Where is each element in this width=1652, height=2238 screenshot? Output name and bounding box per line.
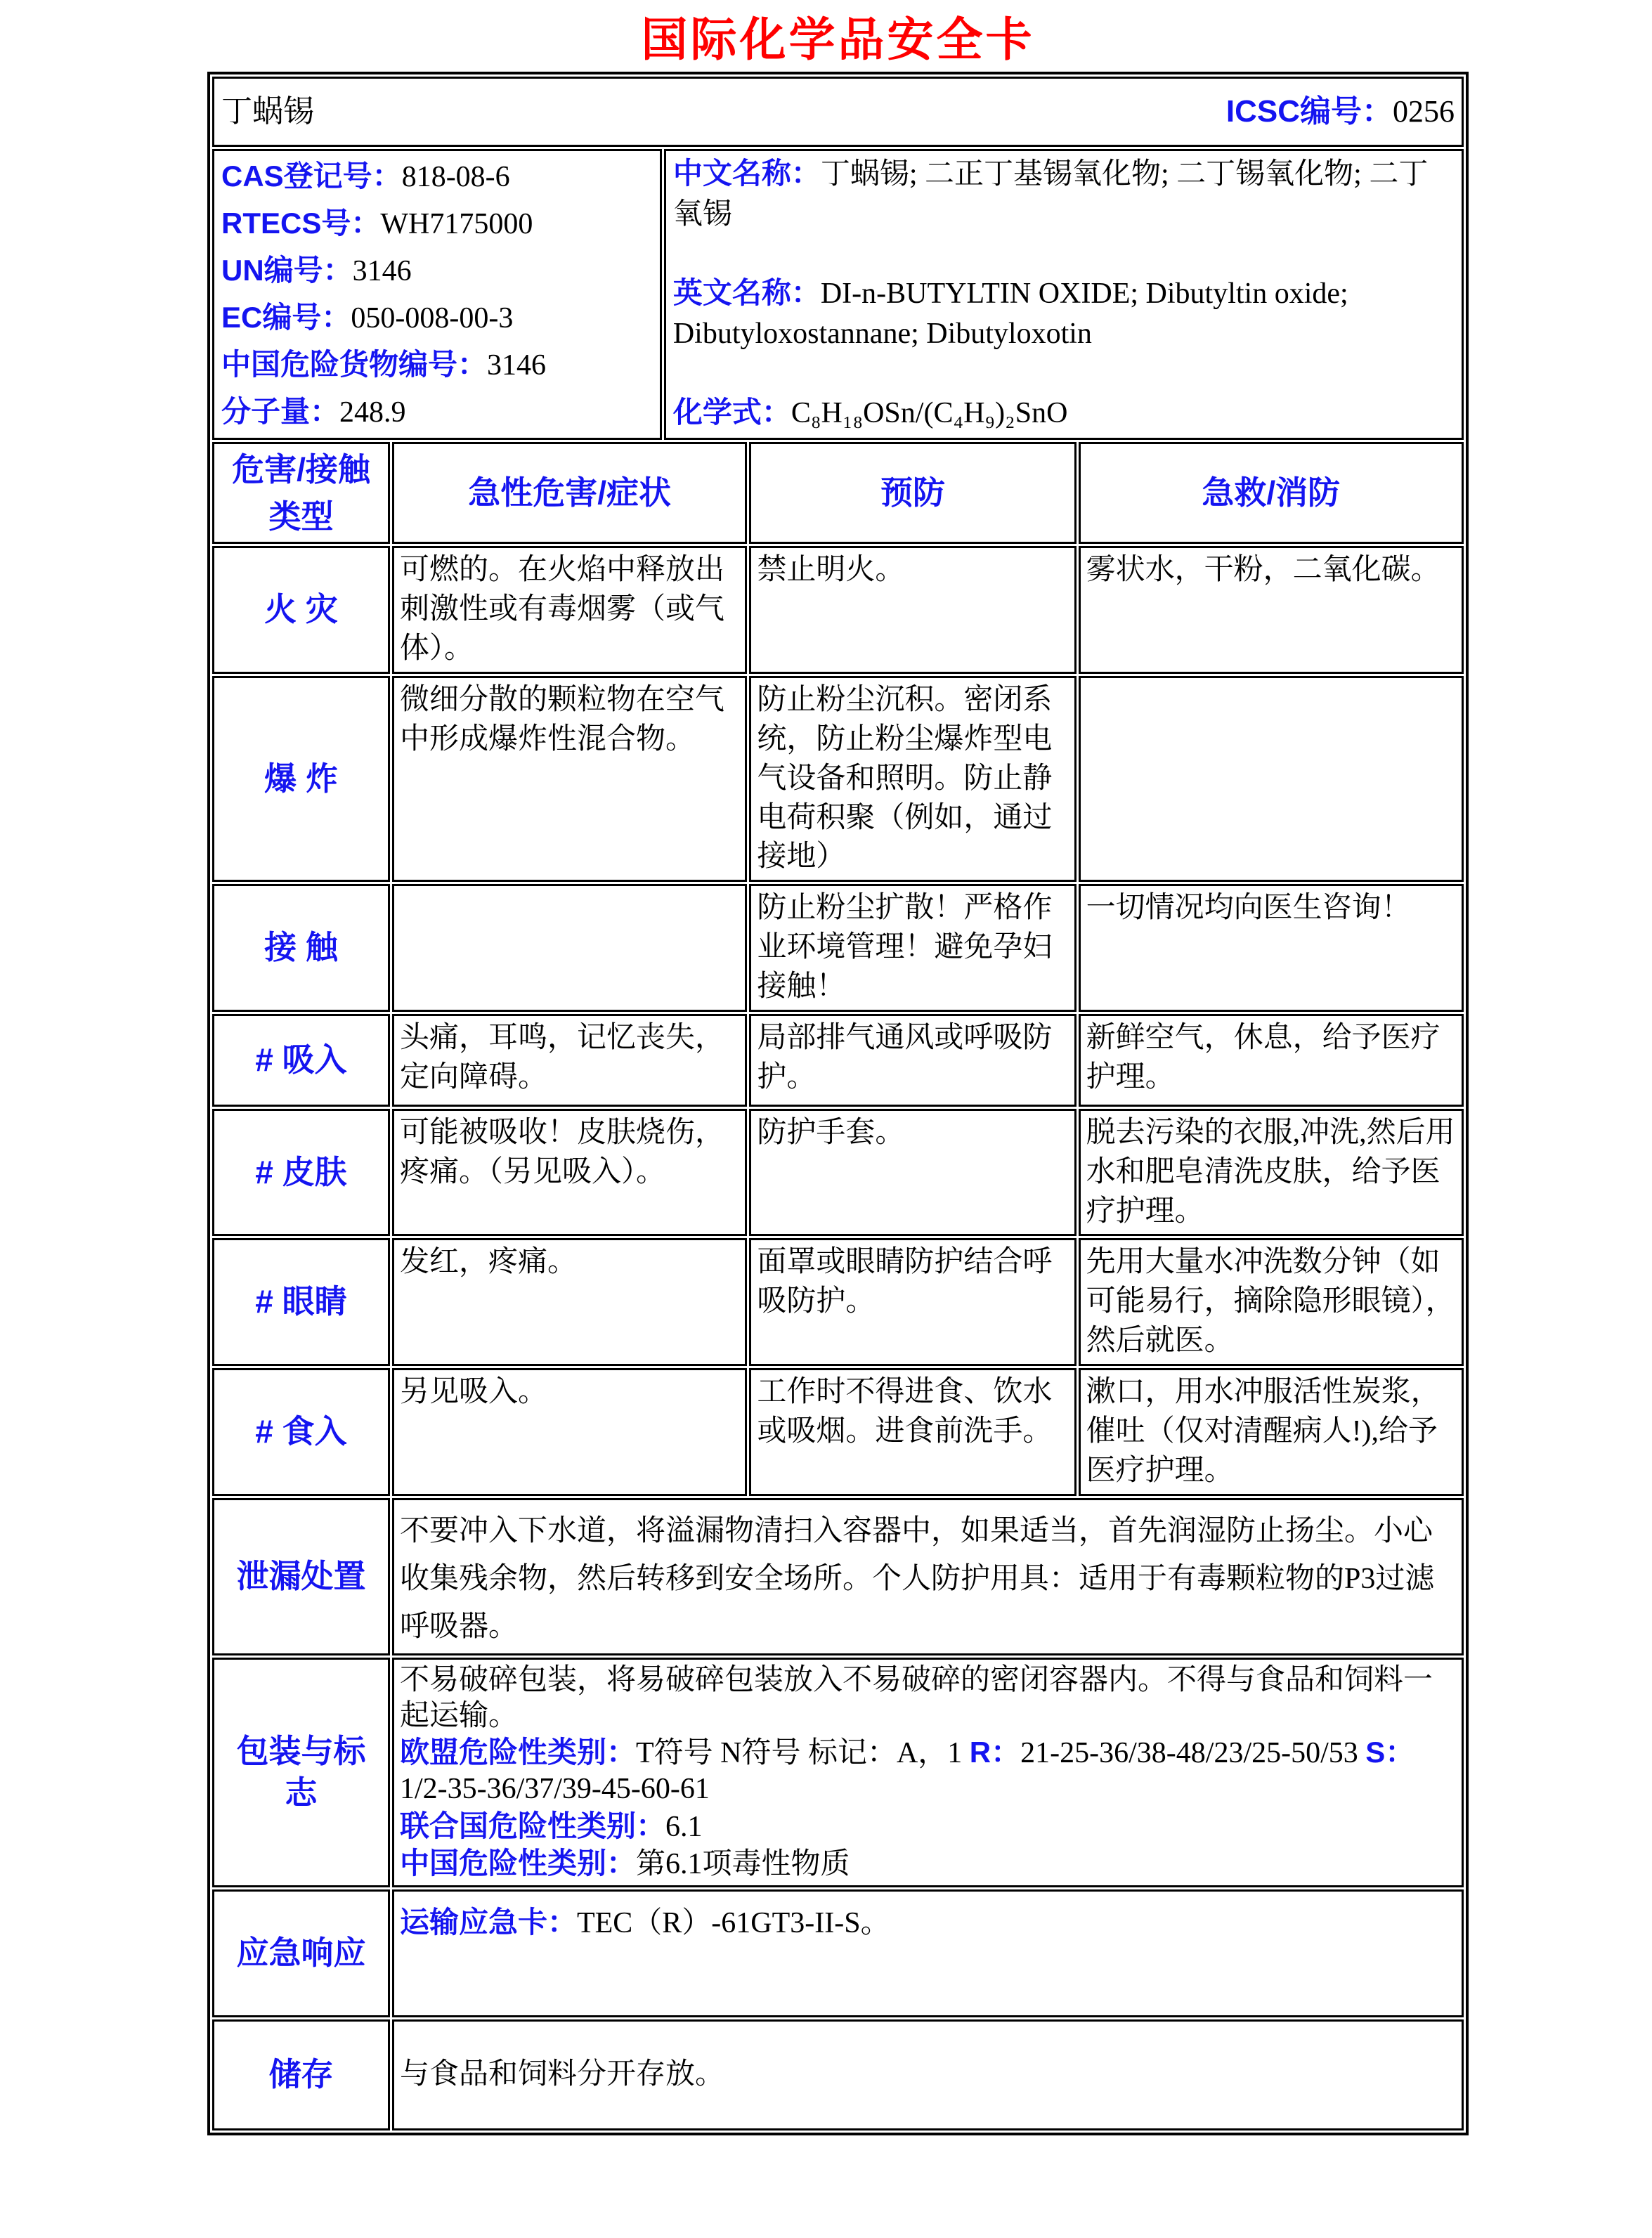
formula-line [673, 392, 1455, 434]
inhalation-symptoms-cell: 头痛，耳鸣，记忆丧失，定向障碍。 [392, 1014, 747, 1107]
inhalation-prevention-cell: 局部排气通风或呼吸防护。 [749, 1014, 1076, 1107]
identifier-line [221, 389, 653, 436]
names-cell [664, 149, 1464, 440]
skin-response-cell: 脱去污染的衣服,冲洗,然后用水和肥皂清洗皮肤，给予医疗护理。 [1079, 1109, 1464, 1237]
english-name-value: DI-n-BUTYLTIN OXIDE; Dibutyltin oxide; Dibutyloxostannane; Dibutyloxotin [672, 278, 1348, 350]
ec-number-label: EC编号： [221, 301, 351, 334]
un-number-value: 3146 [352, 255, 412, 287]
emergency-text-cell [392, 1889, 1464, 2017]
cas-value: 818-08-6 [401, 161, 510, 193]
ingestion-row [212, 1368, 1464, 1496]
identifier-line [221, 153, 653, 200]
eyes-response-cell: 先用大量水冲洗数分钟（如可能易行，摘除隐形眼镜），然后就医。 [1079, 1238, 1464, 1366]
page-title: 国际化学品安全卡 [641, 15, 1035, 66]
skin-row-label: # 皮肤 [212, 1109, 390, 1237]
explosion-row [212, 676, 1464, 882]
fire-row-label: 火 灾 [212, 546, 390, 674]
spillage-row [212, 1498, 1464, 1655]
china-dg-number-value: 3146 [487, 349, 547, 382]
ingestion-prevention-cell: 工作时不得进食、饮水或吸烟。进食前洗手。 [749, 1368, 1076, 1496]
un-hazard-class-value: 6.1 [665, 1810, 703, 1843]
chinese-name-line [673, 153, 1455, 235]
r-phrases-value: 21-25-36/38-48/23/25-50/53 [1020, 1737, 1358, 1770]
storage-row [212, 2019, 1464, 2130]
column-header-symptoms: 急性危害/症状 [392, 442, 747, 544]
explosion-symptoms-cell: 微细分散的颗粒物在空气中形成爆炸性混合物。 [392, 676, 747, 882]
skin-symptoms-cell: 可能被吸收！皮肤烧伤，疼痛。（另见吸入）。 [392, 1109, 747, 1237]
hazard-header-row [212, 442, 1464, 544]
formula-value: C₈H₁₈OSn/(C₄H₉)₂SnO [791, 397, 1068, 429]
spillage-row-label: 泄漏处置 [212, 1498, 390, 1655]
exposure-row [212, 884, 1464, 1012]
storage-row-label: 储存 [212, 2019, 390, 2130]
identifier-line [221, 247, 653, 294]
skin-row [212, 1109, 1464, 1237]
name-row [212, 77, 1464, 147]
un-hazard-class-label: 联合国危险性类别： [399, 1809, 665, 1842]
inhalation-row-label: # 吸入 [212, 1014, 390, 1107]
china-dg-number-label: 中国危险货物编号： [221, 348, 488, 381]
identifier-line [221, 200, 653, 247]
fire-symptoms-cell: 可燃的。在火焰中释放出刺激性或有毒烟雾（或气体）。 [392, 546, 747, 674]
molecular-weight-label: 分子量： [221, 395, 340, 428]
exposure-row-label: 接 触 [212, 884, 390, 1012]
emergency-row-label: 应急响应 [212, 1889, 390, 2017]
eu-hazard-class-value: T符号 N符号 标记：A，1 [635, 1737, 963, 1770]
english-name-line [673, 273, 1455, 354]
cas-label: CAS登记号： [221, 160, 402, 193]
explosion-response-cell [1079, 676, 1464, 882]
exposure-prevention-cell: 防止粉尘扩散！严格作业环境管理！避免孕妇接触！ [749, 884, 1076, 1012]
icsc-number [1226, 91, 1455, 133]
s-phrases-value: 1/2-35-36/37/39-45-60-61 [399, 1773, 710, 1806]
chinese-name-value: 丁蜗锡; 二正丁基锡氧化物; 二丁锡氧化物; 二丁氧锡 [672, 158, 1429, 230]
china-hazard-class-value: 第6.1项毒性物质 [635, 1847, 850, 1880]
chinese-name-label: 中文名称： [672, 157, 821, 190]
info-row [212, 149, 1464, 440]
explosion-prevention-cell: 防止粉尘沉积。密闭系统，防止粉尘爆炸型电气设备和照明。防止静电荷积聚（例如，通过接地） [749, 676, 1076, 882]
formula-label: 化学式： [672, 396, 791, 429]
identifier-line [221, 341, 653, 389]
rtecs-value: WH7175000 [380, 208, 533, 240]
emergency-row [212, 1889, 1464, 2017]
rtecs-label: RTECS号： [221, 207, 381, 240]
exposure-symptoms-cell [392, 884, 747, 1012]
r-phrases-label: R： [969, 1736, 1021, 1769]
ec-number-value: 050-008-00-3 [351, 302, 514, 334]
packaging-transport-text: 不易破碎包装，将易破碎包装放入不易破碎的密闭容器内。不得与食品和饲料一起运输。 [399, 1663, 1433, 1732]
identifier-line [221, 294, 653, 341]
icsc-card-table [207, 72, 1469, 2135]
eyes-row-label: # 眼睛 [212, 1238, 390, 1366]
molecular-weight-value: 248.9 [339, 396, 406, 429]
transport-emergency-card-label: 运输应急卡： [399, 1906, 577, 1939]
column-header-prevention: 预防 [749, 442, 1076, 544]
fire-response-cell: 雾状水，干粉，二氧化碳。 [1079, 546, 1464, 674]
packaging-row [212, 1658, 1464, 1887]
storage-text-cell: 与食品和饲料分开存放。 [392, 2019, 1464, 2130]
inhalation-row [212, 1014, 1464, 1107]
explosion-row-label: 爆 炸 [212, 676, 390, 882]
china-hazard-class-label: 中国危险性类别： [399, 1846, 636, 1880]
column-header-hazard-type: 危害/接触类型 [212, 442, 390, 544]
name-flex [221, 91, 1455, 133]
fire-prevention-cell: 禁止明火。 [749, 546, 1076, 674]
spillage-text-cell: 不要冲入下水道，将溢漏物清扫入容器中，如果适当，首先润湿防止扬尘。小心收集残余物，然后转移到安全场所。个人防护用具：适用于有毒颗粒物的P3过滤呼吸器。 [392, 1498, 1464, 1655]
skin-prevention-cell: 防护手套。 [749, 1109, 1076, 1237]
eyes-prevention-cell: 面罩或眼睛防护结合呼吸防护。 [749, 1238, 1076, 1366]
ingestion-symptoms-cell: 另见吸入。 [392, 1368, 747, 1496]
eyes-row [212, 1238, 1464, 1366]
ingestion-row-label: # 食入 [212, 1368, 390, 1496]
eyes-symptoms-cell: 发红，疼痛。 [392, 1238, 747, 1366]
substance-name: 丁蜗锡 [221, 93, 314, 129]
column-header-response: 急救/消防 [1079, 442, 1464, 544]
inhalation-response-cell: 新鲜空气，休息，给予医疗护理。 [1079, 1014, 1464, 1107]
exposure-response-cell: 一切情况均向医生咨询！ [1079, 884, 1464, 1012]
ingestion-response-cell: 漱口，用水冲服活性炭浆，催吐（仅对清醒病人!),给予医疗护理。 [1079, 1368, 1464, 1496]
packaging-text-cell [392, 1658, 1464, 1887]
packaging-row-label: 包装与标志 [212, 1658, 390, 1887]
eu-hazard-class-label: 欧盟危险性类别： [399, 1736, 636, 1769]
fire-row [212, 546, 1464, 674]
icsc-number-value: 0256 [1393, 93, 1455, 129]
english-name-label: 英文名称： [672, 276, 821, 309]
un-number-label: UN编号： [221, 254, 353, 287]
transport-emergency-card-value: TEC（R）-61GT3-II-S。 [576, 1907, 890, 1940]
name-cell [212, 77, 1464, 147]
icsc-number-label: ICSC编号： [1225, 93, 1393, 129]
s-phrases-label: S： [1365, 1736, 1415, 1769]
identifiers-cell [212, 149, 662, 440]
